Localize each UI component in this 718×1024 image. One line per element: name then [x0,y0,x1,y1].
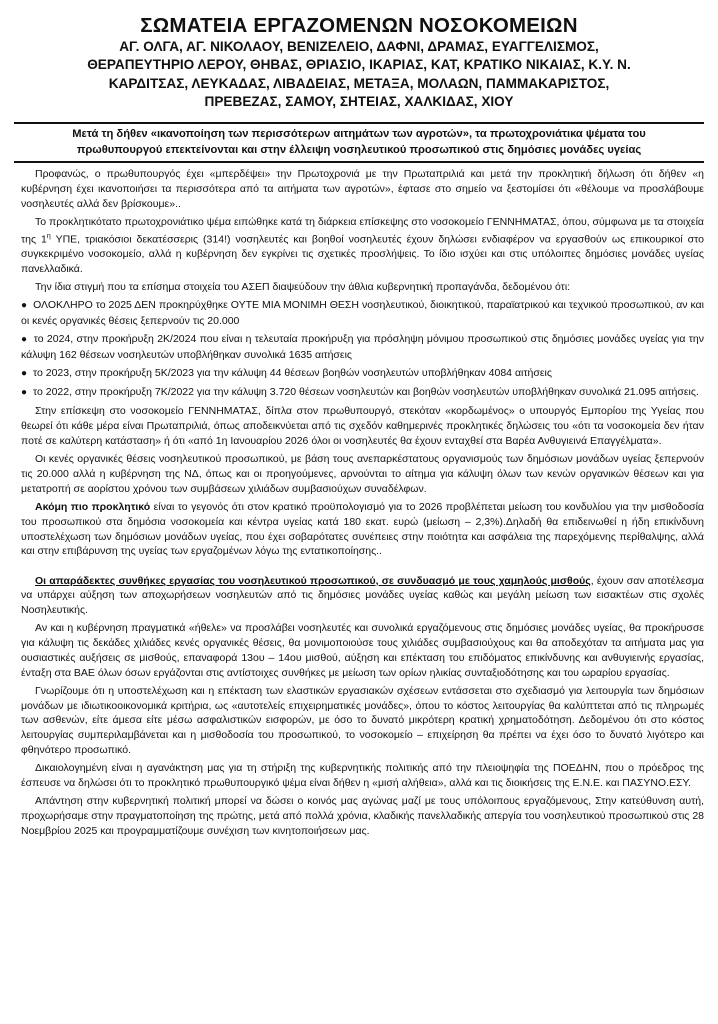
spacer [21,563,704,574]
bullet-text: το 2022, στην προκήρυξη 7Κ/2022 για την κάλυψη 3.720 θέσεων νοσηλευτών και βοηθών νοσηλευτών υποβλήθηκαν συνολικά 21.095 αιτήσεις. [32,386,699,399]
paragraph [21,500,704,559]
bullet-item [21,332,704,363]
hospital-list-line: ΠΡΕΒΕΖΑΣ, ΣΑΜΟΥ, ΣΗΤΕΙΑΣ, ΧΑΛΚΙΔΑΣ, ΧΙΟΥ [204,94,514,110]
headline-line: Μετά τη δήθεν «ικανοποίηση των περισσότερων αιτημάτων των αγροτών», τα πρωτοχρονιάτικα ψέματα του [72,128,646,140]
headline-box [14,122,704,163]
paragraph: Αν και η κυβέρνηση πραγματικά «ήθελε» να προσλάβει νοσηλευτές και συνολικά εργαζόμενους στις δημόσιες μονάδες υγείας, θα προκήρυσσε για κάλυψη τις δεκάδες χιλιάδες κενές οργανικές θέσεις, θα μονιμοποιούσε τους χιλιάδες συμβασιούχους και θα αποδεχόταν τα αιτήματα μας για ουσιαστικές αυξήσεις σε μισθούς, επαναφορά 13ου – 14ου μισθού, αύξηση και επέκταση του επιδόματος επικίνδυνης και ανθυγιεινής εργασίας, ένταξη στα ΒΑΕ όλων όσων εργάζονται στις αντίστοιχες συνθήκες με μείωση των ορίων ηλικίας συνταξιοδότησης και του ωραρίου εργασίας. [21,622,704,679]
emphasis-text: Οι απαράδεκτες συνθήκες εργασίας του νοσηλευτικού προσωπικού, σε συνδυασμό με τους χαμηλούς μισθούς [35,574,591,587]
paragraph: Γνωρίζουμε ότι η υποστελέχωση και η επέκταση των ελαστικών εργασιακών σχέσεων εντάσσεται στο σχεδιασμό για λειτουργία των δημόσιων μονάδων με ιδιωτικοοικονομικά κριτήρια, ως «αυτοτελείς επιχειρηματικές μονάδες», όπου το κόστος λειτουργίας θα καλύπτεται από τις πληρωμές των ασθενών, είτε άμεσα είτε μέσω ασφαλιστικών εισφορών, με όσο το δυνατό μικρότερη κρατική χρηματοδότηση. Δεδομένου ότι στο κόστος λειτουργίας συμπεριλαμβάνεται και η μισθοδοσία του προσωπικού, το νοσοκομείο – επιχείρηση θα πρέπει να έχει όσο το δυνατό λιγότερο και φθηνότερο προσωπικό. [21,684,704,757]
paragraph: Προφανώς, ο πρωθυπουργός έχει «μπερδέψει» την Πρωτοχρονιά με την Πρωταπριλιά και μετά την προκλητική δήλωση ότι δήθεν «η κυβέρνηση έχει ικανοποιήσει τα περισσότερα από τα αιτήματα των αγροτών», έφτασε στο σημείο να ξεστομίσει ότι «θέλουμε να προσλάβουμε νοσηλευτές αλλά δεν βρίσκουμε».. [21,168,704,210]
paragraph [21,574,704,618]
paragraph: Στην επίσκεψη στο νοσοκομείο ΓΕΝΝΗΜΑΤΑΣ, δίπλα στον πρωθυπουργό, στεκόταν «κορδωμένος» ο υπουργός Εμπορίου της Υγείας που θεωρεί ότι κάθε μέρα είναι Πρωταπριλιά, όπως αποδεικνύεται από τις σχεδόν καθημερινές προκλητικές δηλώσεις του «ότι τα νοσοκομεία δεν ήταν ποτέ σε καλύτερη κατάσταση» ή ότι «από 1η Ιανουαρίου 2026 όλοι οι νοσηλευτές θα έχουν ενταχθεί στα Βαρέα Ανθυγιεινά Επαγγέλματα». [21,405,704,447]
bullet-icon: ● [21,300,28,312]
emphasis-text: Ακόμη πιο προκλητικό [35,500,151,513]
bullet-icon: ● [21,334,28,346]
document-body [21,167,704,842]
paragraph: Οι κενές οργανικές θέσεις νοσηλευτικού προσωπικού, με βάση τους ανεπαρκέστατους οργανισμούς των δημόσιων μονάδων υγείας ξεπερνούν τις 20.000 αλλά η κυβέρνηση της ΝΔ, όπως και οι προηγούμενες, αρνούνται το αίτημα για κάλυψη όλων των κενών οργανικών θέσεων και για μετατροπή σε αορίστου χρόνου των συμβάσεων χιλιάδων συμβασιούχων συναδέλφων. [21,453,704,495]
headline-line: πρωθυπουργού επεκτείνονται και στην έλλειψη νοσηλευτικού προσωπικού στις δημόσιες μονάδες υγείας [76,143,642,156]
paragraph-text: είναι το γεγονός ότι στον κρατικό προϋπολογισμό για το 2026 προβλέπεται μείωση του κονδυλίου για την μισθοδοσία του προσωπικού στα δημόσια νοσοκομεία και κέντρα υγείας κατά 180 εκατ. ευρώ (μείωση – 2,3%).Δηλαδή θα επιδεινωθεί η ήδη επικίνδυνη υποστελέχωση των δημόσιων μονάδων υγείας, που έχει σοβαρότατες συνέπειες στην ποιότητα και ασφάλεια της παρεχόμενης περίθαλψης, αλλά και στην επιβάρυνση της υγείας των εργαζομένων λόγω της εντατικοποίησης.. [21,500,704,558]
bullet-item [21,366,704,382]
bullet-icon: ● [21,387,28,399]
letterhead [0,14,718,112]
document-title: ΣΩΜΑΤΕΙΑ ΕΡΓΑΖΟΜΕΝΩΝ ΝΟΣΟΚΟΜΕΙΩΝ [140,14,578,37]
paragraph: Το προκλητικότατο πρωτοχρονιάτικο ψέμα ειπώθηκε κατά τη διάρκεια επίσκεψης στο νοσοκομείο ΓΕΝΝΗΜΑΤΑΣ, όπου, σύμφωνα με τα στοιχεία της $1^\eta$ ΥΠΕ, τριακόσιοι δεκατέσσερις (314!) νοσηλευτές και βοηθοί νοσηλευτές έχουν δηλώσει ενδιαφέρον να εργασθούν ως επικουρικοί στο συγκεκριμένο νοσοκομείο, αλλά η κυβέρνηση δεν εγκρίνει τις σχετικές προσλήψεις. Το ίδιο ισχύει και στις υπόλοιπες δημόσιες μονάδες υγείας πανελλαδικά. [21,215,704,275]
paragraph: Απάντηση στην κυβερνητική πολιτική μπορεί να δώσει ο κοινός μας αγώνας μαζί με τους υπόλοιπους εργαζόμενους, Στην κατεύθυνση αυτή, προχωρήσαμε στην πραγματοποίηση της πρώτης, μετά από πολλά χρόνια, κλαδικής πανελλαδικής απεργία του νοσηλευτικού προσωπικού στις 28 Νοεμβρίου 2025 και προγραμματίζουμε συνέχιση των κινητοποιήσεων μας. [21,795,704,837]
bullet-item [21,298,704,329]
hospital-list-line: ΑΓ. ΟΛΓΑ, ΑΓ. ΝΙΚΟΛΑΟΥ, ΒΕΝΙΖΕΛΕΙΟ, ΔΑΦΝΙ, ΔΡΑΜΑΣ, ΕΥΑΓΓΕΛΙΣΜΟΣ, [119,39,599,54]
bullet-icon: ● [21,368,28,380]
bullet-text: το 2023, στην προκήρυξη 5Κ/2023 για την κάλυψη 44 θέσεων βοηθών νοσηλευτών υποβλήθηκαν 4084 αιτήσεις [32,367,552,380]
hospital-list-line: ΚΑΡΔΙΤΣΑΣ, ΛΕΥΚΑΔΑΣ, ΛΙΒΑΔΕΙΑΣ, ΜΕΤΑΞΑ, ΜΟΛΑΩΝ, ΠΑΜΜΑΚΑΡΙΣΤΟΣ, [108,75,610,91]
bullet-text: ΟΛΟΚΛΗΡΟ το 2025 ΔΕΝ προκηρύχθηκε ΟΥΤΕ ΜΙΑ ΜΟΝΙΜΗ ΘΕΣΗ νοσηλευτικού, διοικητικού, παραϊατρικού και τεχνικού προσωπικού, αν και οι κενές οργανικές θέσεις ξεπερνούν τις 20.000 [21,299,704,327]
paragraph: Την ίδια στιγμή που τα επίσημα στοιχεία του ΑΣΕΠ διαψεύδουν την άθλια κυβερνητική προπαγάνδα, δεδομένου ότι: [35,280,571,293]
bullet-item [21,385,704,401]
bullet-text: το 2024, στην προκήρυξη 2Κ/2024 που είναι η τελευταία προκήρυξη για πρόσληψη μόνιμου προσωπικού στις δημόσιες μονάδες υγείας για την κάλυψη 162 θέσεων νοσηλευτών υποβλήθηκαν συνολικά 1635 αιτήσεις [21,333,705,361]
paragraph: Δικαιολογημένη είναι η αγανάκτηση μας για τη στήριξη της κυβερνητικής πολιτικής από την πλειοψηφία της ΠΟΕΔΗΝ, που ο πρόεδρος της έσπευσε να δηλώσει ότι το προκλητικό πρωθυπουργικό ψέμα είναι δήθεν η «μισή αλήθεια», αλλά και τις διοικήσεις της Ε.Ν.Ε. και ΠΑΣΥΝΟ.ΕΣΥ. [21,762,704,790]
paragraph-text: , έχουν σαν αποτέλεσμα να υπάρχει αύξηση των αποχωρήσεων νοσηλευτών από τις δημόσιες μονάδες υγείας καθώς και μεγάλη μείωση των εισακτέων στις σχολές Νοσηλευτικής. [21,574,704,617]
hospital-list-line: ΘΕΡΑΠΕΥΤΗΡΙΟ ΛΕΡΟΥ, ΘΗΒΑΣ, ΘΡΙΑΣΙΟ, ΙΚΑΡΙΑΣ, ΚΑΤ, ΚΡΑΤΙΚΟ ΝΙΚΑΙΑΣ, Κ.Υ. Ν. [87,57,631,73]
